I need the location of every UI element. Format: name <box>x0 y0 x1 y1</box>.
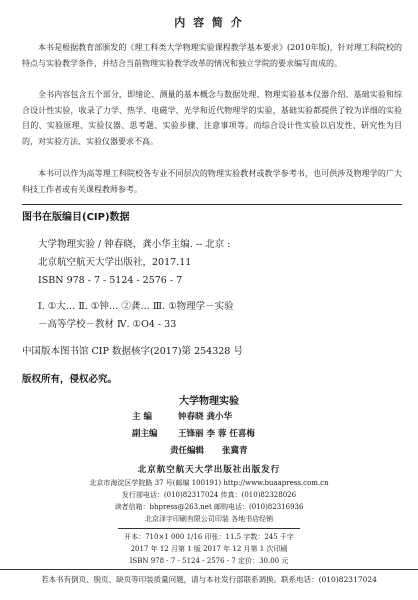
duty-editor: 张冀青 <box>222 446 248 456</box>
deputy-role: 副主编 <box>132 429 158 439</box>
isbn-price: ISBN 978 - 7 - 5124 - 2576 - 7 定价：30.00 元 <box>129 557 289 565</box>
intro-paragraph-3: 本书可以作为高等理工科院校各专业不同层次的物理实验教材或教学参考书，也可供涉及物理学的广大科技工作者或有关课程教师参考。 <box>22 169 402 194</box>
cip-heading: 图书在版编目(CIP)数据 <box>22 212 130 223</box>
divider-colophon-1 <box>118 528 300 529</box>
intro-title: 内 容 简 介 <box>174 16 244 29</box>
printer: 北京泽宇印刷有限公司印装 各地书店经销 <box>144 515 274 523</box>
cip-line-4: Ⅰ. ①大… Ⅱ. ①钟… ②龚… Ⅲ. ①物理学－实验 <box>38 301 234 312</box>
format-info: 开本：710×1 000 1/16 印张：11.5 字数：245 千字 <box>124 533 294 541</box>
divider-footer <box>0 569 418 570</box>
footer-notice: 若本书有倒页、脱页、缺页等印装质量问题，请与本社发行部联系调换。联系电话：(010)82317024 <box>41 575 377 584</box>
intro-paragraph-1: 本书是根据教育部颁发的《理工科类大学物理实验课程教学基本要求》(2010年版)，针对理工科院校的特点与实验教学条件，并结合当前物理实验教学改革的情况和独立学院的要求编写而成的。 <box>22 43 402 68</box>
reader-email: 读者信箱：bhpress@263.net 邮购电话：(010)82316936 <box>114 503 304 511</box>
editor-role: 主 编 <box>132 412 152 422</box>
cip-line-3: ISBN 978 - 7 - 5124 - 2576 - 7 <box>38 275 183 286</box>
divider-intro <box>22 204 402 205</box>
cip-line-2: 北京航空航天大学出版社，2017.11 <box>38 257 192 268</box>
edition-info: 2017 年 12 月第 1 版 2017 年 12 月第 1 次印刷 <box>130 545 288 553</box>
editors: 钟春晓 龚小华 <box>178 412 232 422</box>
publisher-address: 北京市海淀区学院路 37 号(邮编 100191) http://www.buaapress.com.cn <box>89 479 329 487</box>
cip-record: 中国版本图书馆 CIP 数据核字(2017)第 254328 号 <box>22 346 243 357</box>
publisher: 北京航空航天大学出版社出版发行 <box>137 465 281 475</box>
intro-paragraph-2: 全书内容包含五个部分，即绪论、测量的基本概念与数据处理、物理实验基本仪器介绍、基础实验和综合设计性实验，收录了力学、热学、电磁学、光学和近代物理学的实验，基础实验都提供了较为详细的实验目的、实验原理、实验仪器、思考题、实验步骤、注意事项等。而综合设计性实验以启发性、研究性为目的，对实验方法、实验仪器要求不高。 <box>22 90 402 146</box>
colophon-book-title: 大学物理实验 <box>179 396 239 407</box>
cip-line-5: －高等学校－教材 Ⅳ. ①O4 - 33 <box>38 319 177 330</box>
duty-editor-role: 责任编辑 <box>170 446 205 456</box>
rights-notice: 版权所有，侵权必究。 <box>22 374 118 385</box>
publisher-phone: 发行部电话：(010)82317024 传真：(010)82328026 <box>121 491 297 499</box>
cip-line-1: 大学物理实验 / 钟春晓，龚小华主编. -- 北京 : <box>38 239 231 250</box>
deputy-editors: 王锋丽 李 蓉 任喜梅 <box>178 429 255 439</box>
